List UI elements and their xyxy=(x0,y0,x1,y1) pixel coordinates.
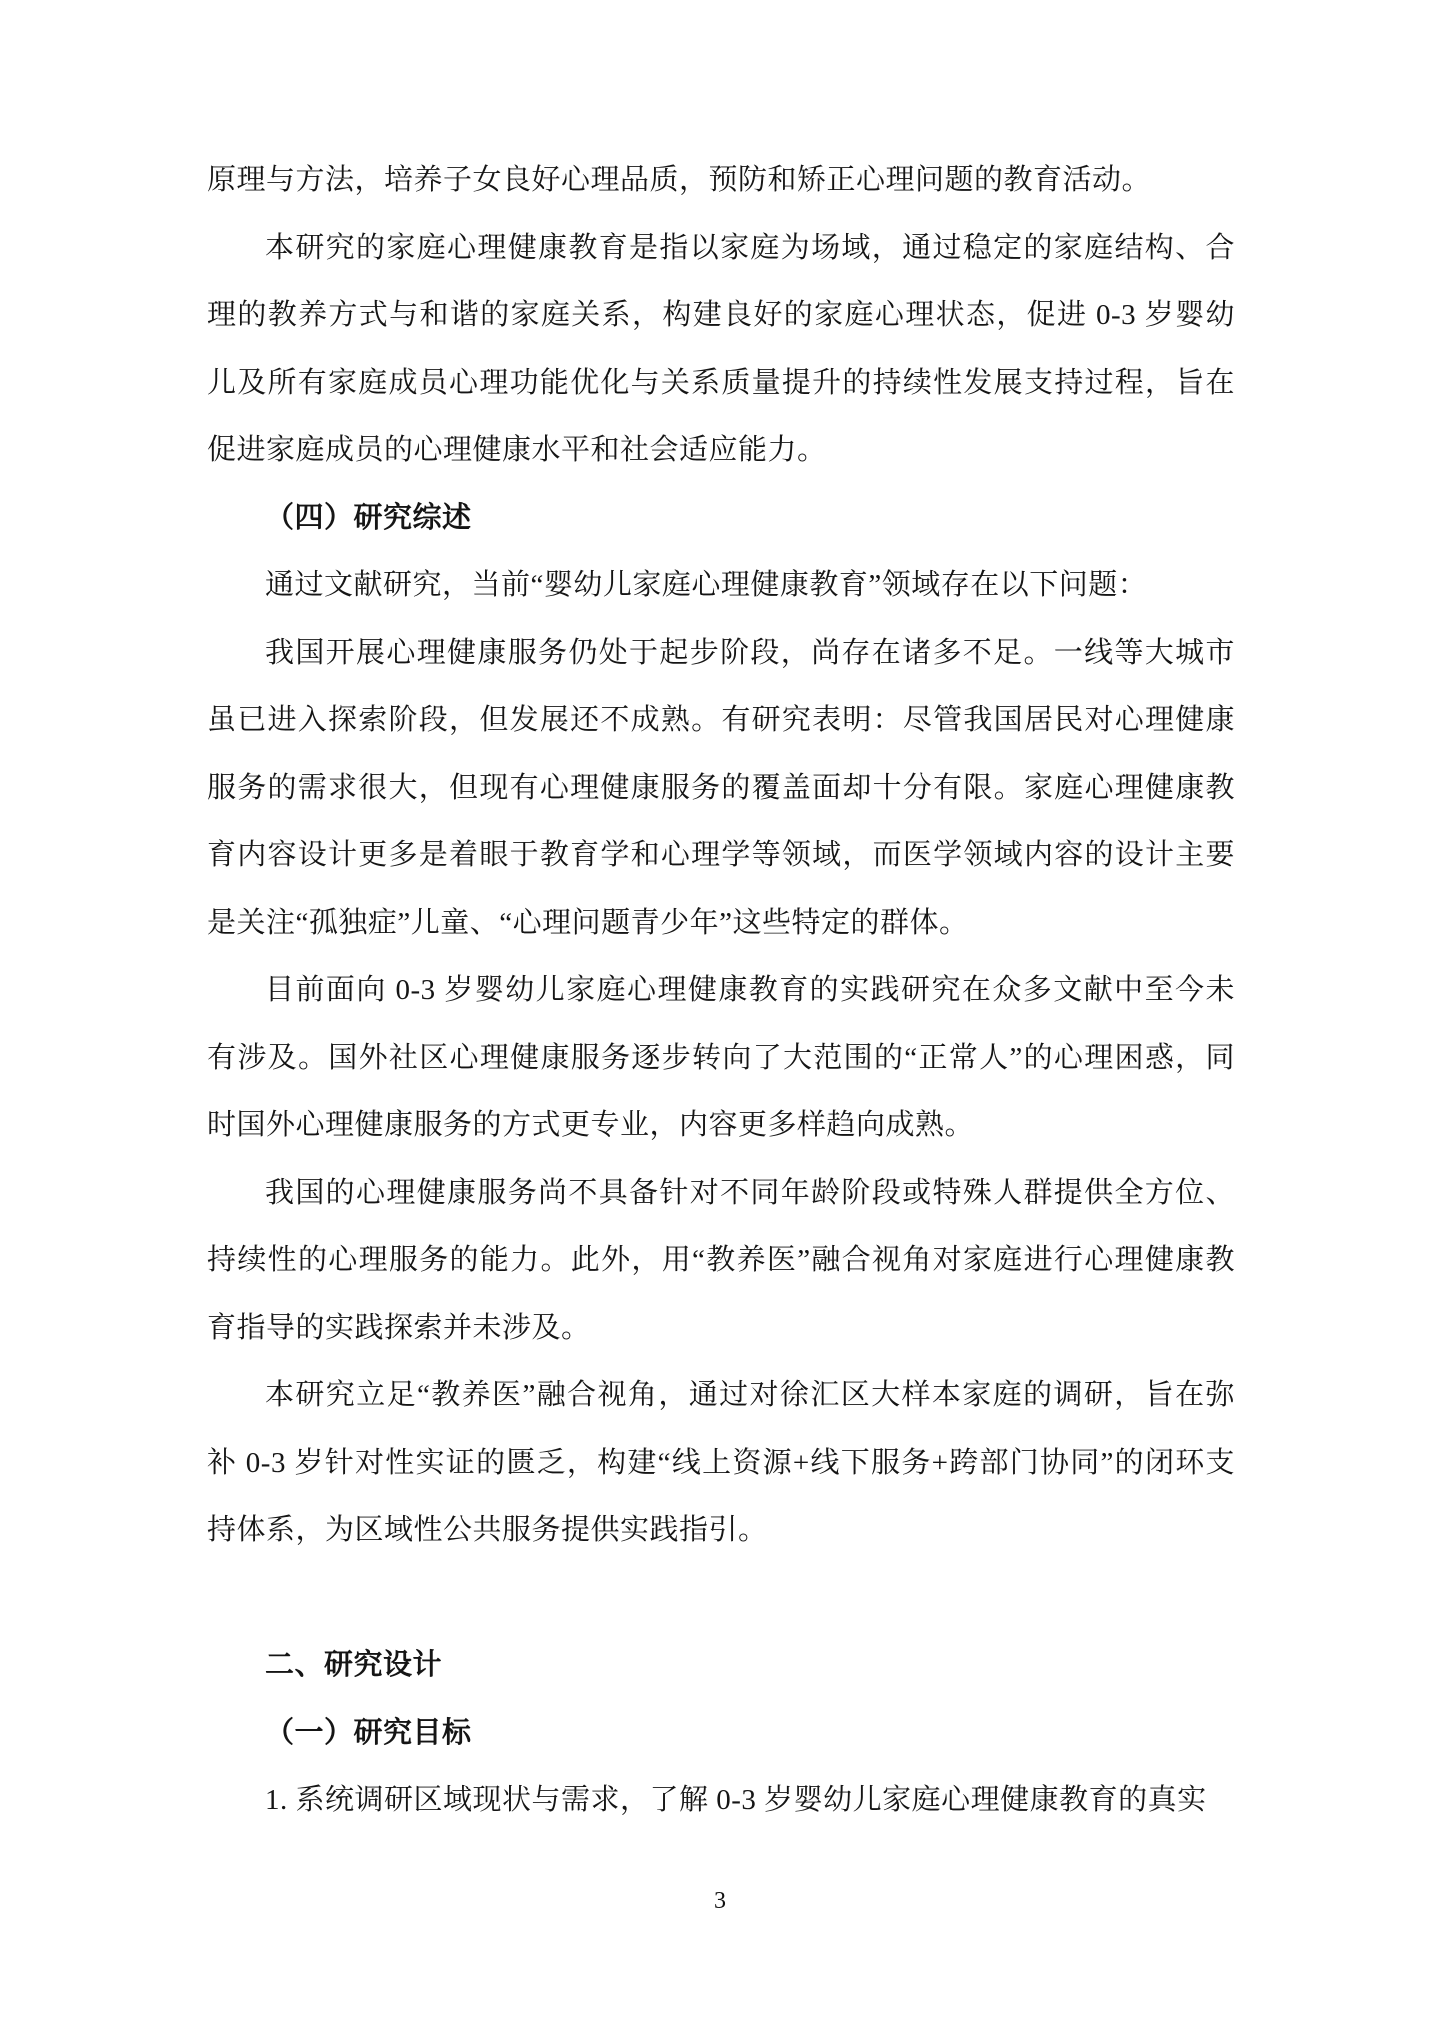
paragraph-literature-intro: 通过文献研究，当前“婴幼儿家庭心理健康教育”领域存在以下问题： xyxy=(265,569,1148,601)
paragraph-continuation: 原理与方法，培养子女良好心理品质，预防和矫正心理问题的教育活动。 xyxy=(207,164,1152,196)
paragraph-goal-item-1: 1. 系统调研区域现状与需求，了解 0-3 岁婴幼儿家庭心理健康教育的真实 xyxy=(265,1784,1207,1816)
section-heading-research-review: （四）研究综述 xyxy=(265,501,472,534)
paragraph-definition: 本研究的家庭心理健康教育是指以家庭为场域，通过稳定的家庭结构、合理的教养方式与和谐的家庭关系，构建良好的家庭心理状态，促进 0-3 岁婴幼儿及所有家庭成员心理功能优化与关系质量提升的持续性发展支持过程，旨在促进家庭成员的心理健康水平和社会适应能力。 xyxy=(207,231,1235,466)
page-content xyxy=(207,147,1235,1835)
paragraph-domestic-status: 我国开展心理健康服务仍处于起步阶段，尚存在诸多不足。一线等大城市虽已进入探索阶段，但发展还不成熟。有研究表明：尽管我国居民对心理健康服务的需求很大，但现有心理健康服务的覆盖面却十分有限。家庭心理健康教育内容设计更多是着眼于教育学和心理学等领域，而医学领域内容的设计主要是关注“孤独症”儿童、“心理问题青少年”这些特定的群体。 xyxy=(207,636,1235,939)
page-number: 3 xyxy=(714,1888,726,1914)
chapter-heading-research-design: 二、研究设计 xyxy=(265,1649,443,1681)
section-heading-research-goals: （一）研究目标 xyxy=(265,1716,472,1749)
paragraph-practice-gap: 目前面向 0-3 岁婴幼儿家庭心理健康教育的实践研究在众多文献中至今未有涉及。国外社区心理健康服务逐步转向了大范围的“正常人”的心理困惑，同时国外心理健康服务的方式更专业，内容更多样趋向成熟。 xyxy=(207,974,1235,1141)
paragraph-study-positioning: 本研究立足“教养医”融合视角，通过对徐汇区大样本家庭的调研，旨在弥补 0-3 岁针对性实证的匮乏，构建“线上资源+线下服务+跨部门协同”的闭环支持体系，为区域性公共服务提供实践指引。 xyxy=(207,1379,1235,1546)
paragraph-service-capability: 我国的心理健康服务尚不具备针对不同年龄阶段或特殊人群提供全方位、持续性的心理服务的能力。此外，用“教养医”融合视角对家庭进行心理健康教育指导的实践探索并未涉及。 xyxy=(207,1176,1235,1344)
